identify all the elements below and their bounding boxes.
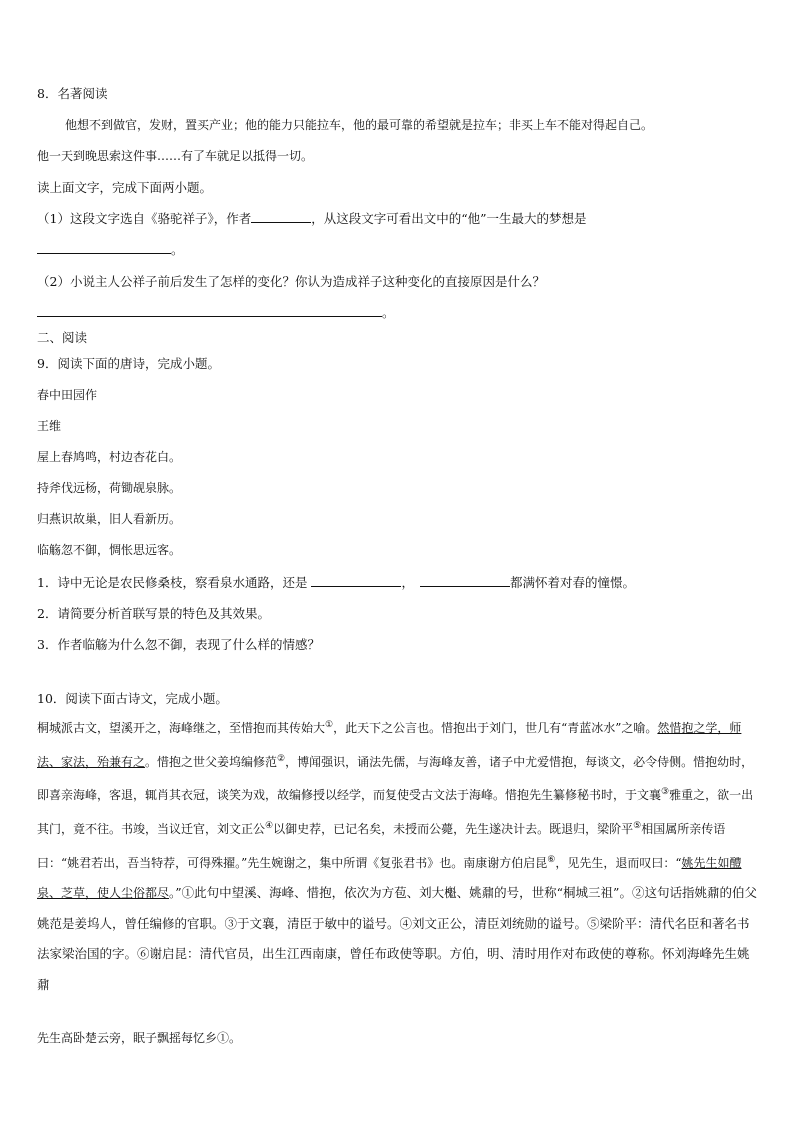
- q8-sub2-answer: [37, 303, 395, 321]
- underlined-sentence-2: 姚先生如醴泉、芝草，使人尘俗都尽: [37, 855, 742, 901]
- passage-text: ，博闻强识，诵法先儒，与海峰友善，诸子中尤爱惜抱，每谈文，必令侍侧。惜抱幼时，即喜亲海峰，客退，辄肖其衣冠，谈笑为戏，故编修授以经学，而复使受古文法于海峰。惜抱先生纂修秘书时，于文襄: [37, 754, 754, 803]
- answer-blank-2[interactable]: [420, 574, 510, 587]
- footnotes-text: 。”①此句中望溪、海峰、惜抱，依次为方苞、刘大櫆、姚鼐的号，世称“桐城三祖”。②这句话指姚鼐的伯父姚范是姜坞人，曾任编修的官职。③于文襄，清臣于敏中的谥号。④刘文正公，清臣刘统勋的谥号。⑤梁阶平：清代名臣和著名书法家梁治国的字。⑥谢启昆：清代官员，出生江西南康，曾任布政使等职。方伯，明、清时用作对布政使的尊称。怀刘海峰先生姚鼐: [37, 885, 757, 992]
- q8-passage-line2: 他一天到晚思索这件事……有了车就足以抵得一切。: [37, 149, 314, 163]
- footnote-marker: ⑤: [633, 820, 642, 831]
- passage-text: 。惜抱之世父姜坞编修范: [145, 754, 278, 769]
- poem-title: 春中田园作: [37, 388, 98, 402]
- q9-sub1-part2: ，: [401, 575, 414, 590]
- section2-title: 二、阅读: [37, 330, 88, 345]
- poem-line: 临觞忽不御，惆怅思远客。: [37, 543, 182, 557]
- footnote-marker: ④: [265, 820, 274, 831]
- q8-sub1-answer: [37, 240, 184, 258]
- q8-sub2: （2）小说主人公祥子前后发生了怎样的变化？你认为造成祥子这种变化的直接原因是什么？: [37, 274, 545, 289]
- q8-sub1-end: 。: [171, 242, 184, 257]
- passage-text: 雅重之，欲一出其门，竟不往。书竣，当议迁官，刘文正公: [37, 788, 754, 837]
- q8-passage-line1: 他想不到做官，发财，置买产业；他的能力只能拉车，他的最可靠的希望就是拉车；非买上车不能对得起自己。: [65, 118, 654, 132]
- q10-title: 10．阅读下面古诗文，完成小题。: [37, 691, 228, 706]
- passage-text: ，此天下之公言也。惜抱出于刘门，世几有“青蓝冰水”之喻。: [333, 721, 658, 736]
- q10-passage: [37, 710, 759, 1000]
- q8-sub1-part1: （1）这段文字选自《骆驼祥子》，作者: [37, 211, 252, 226]
- q9-title: 9．阅读下面的唐诗，完成小题。: [37, 356, 220, 371]
- footnote-marker: ③: [661, 787, 670, 798]
- answer-blank-change[interactable]: [37, 304, 382, 317]
- q9-sub3: 3．作者临觞为什么忽不御，表现了什么样的情感？: [37, 637, 320, 652]
- passage-text: 桐城派古文，望溪开之，海峰继之，至惜抱而其传始大: [37, 721, 326, 736]
- poem-author: 王维: [37, 419, 62, 433]
- footnote-marker: ①: [325, 720, 334, 730]
- q8-instruction: 读上面文字，完成下面两小题。: [37, 180, 213, 195]
- q9-sub2: 2．请简要分析首联写景的特色及其效果。: [37, 606, 270, 621]
- q8-title: 8．名著阅读: [37, 86, 108, 101]
- underlined-sentence-1: 然惜抱之学，师法、家法，殆兼有之: [37, 721, 742, 769]
- footnote-marker: ⑥: [547, 854, 556, 865]
- answer-blank-dream[interactable]: [37, 241, 171, 254]
- passage-text: ，见先生，退而叹曰：“: [555, 855, 682, 870]
- q8-sub1-part2: ，从这段文字可看出文中的“他”一生最大的梦想是: [311, 211, 587, 226]
- passage-text: 以御史荐，已记名矣，未授而公薨，先生遂决计去。既退归，梁阶平: [273, 822, 634, 837]
- answer-blank-1[interactable]: [311, 574, 401, 587]
- passage-text: 相国属所亲传语曰：“姚君若出，吾当特荐，可得殊擢。”先生婉谢之，集中所谓《复张君书》也。南康谢方伯启昆: [37, 822, 726, 870]
- poem-first-line: 先生高卧楚云旁，眠子飘摇每忆乡①。: [37, 1031, 242, 1045]
- answer-blank-author[interactable]: [251, 210, 311, 223]
- q8-sub2-end: 。: [382, 305, 395, 320]
- q9-sub1: [37, 573, 635, 591]
- poem-line: 持斧伐远杨，荷锄觇泉脉。: [37, 481, 182, 495]
- q8-sub1: [37, 209, 587, 227]
- q9-sub1-part3: 都满怀着对春的憧憬。: [509, 575, 635, 590]
- q9-sub1-part1: 1．诗中无论是农民修桑枝，察看泉水通路，还是: [37, 575, 312, 590]
- footnote-marker: ②: [277, 753, 286, 764]
- poem-line: 屋上春鸠鸣，村边杏花白。: [37, 450, 182, 464]
- poem-line: 归燕识故巢，旧人看新历。: [37, 512, 182, 526]
